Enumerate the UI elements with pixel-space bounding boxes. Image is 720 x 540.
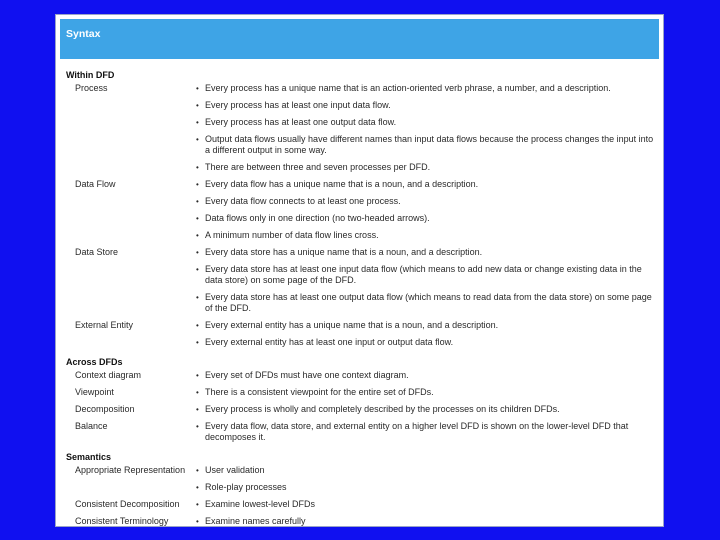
rule-item [196, 247, 656, 258]
rule-text: Every process has a unique name that is an action-oriented verb phrase, a number, and a description. [205, 83, 611, 93]
rule-text: Every data store has a unique name that is a noun, and a description. [205, 247, 483, 257]
rule-text: Examine lowest-level DFDs [205, 499, 316, 509]
section-heading: Within DFD [66, 70, 115, 80]
bullet-icon: • [196, 265, 199, 274]
bullet-icon: • [196, 371, 199, 380]
bullet-icon: • [196, 214, 199, 223]
bullet-icon: • [196, 422, 199, 431]
rule-item [196, 83, 656, 94]
bullet-icon: • [196, 405, 199, 414]
bullet-icon: • [196, 231, 199, 240]
bullet-icon: • [196, 517, 199, 526]
rule-list [196, 247, 656, 320]
rule-group [66, 404, 656, 421]
rule-item [196, 320, 656, 331]
section-heading: Across DFDs [66, 357, 123, 367]
rule-group [66, 370, 656, 387]
rule-item [196, 179, 656, 190]
rule-text: There are between three and seven processes per DFD. [205, 162, 431, 172]
rule-text: A minimum number of data flow lines cross. [205, 230, 379, 240]
rule-item [196, 337, 656, 348]
rule-term: External Entity [75, 320, 134, 330]
rule-text: Every process has at least one input data flow. [205, 100, 391, 110]
rule-group [66, 516, 656, 527]
rule-item [196, 370, 656, 381]
rule-item [196, 292, 656, 314]
rule-list [196, 370, 656, 387]
rule-text: Every data flow connects to at least one process. [205, 196, 401, 206]
rule-text: Every process has at least one output data flow. [205, 117, 397, 127]
rule-term: Consistent Decomposition [75, 499, 180, 509]
rule-text: Examine names carefully [205, 516, 306, 526]
rule-group [66, 421, 656, 449]
rule-item [196, 421, 656, 443]
rule-text: User validation [205, 465, 265, 475]
title-bar [60, 19, 659, 59]
bullet-icon: • [196, 321, 199, 330]
bullet-icon: • [196, 466, 199, 475]
rule-list [196, 320, 656, 354]
rule-item [196, 387, 656, 398]
bullet-icon: • [196, 500, 199, 509]
bullet-icon: • [196, 388, 199, 397]
bullet-icon: • [196, 248, 199, 257]
rule-item [196, 230, 656, 241]
rule-item [196, 162, 656, 173]
rule-text: Every external entity has at least one input or output data flow. [205, 337, 454, 347]
bullet-icon: • [196, 483, 199, 492]
rule-text: There is a consistent viewpoint for the entire set of DFDs. [205, 387, 434, 397]
rule-text: Every data flow has a unique name that is a noun, and a description. [205, 179, 479, 189]
rule-text: Data flows only in one direction (no two-headed arrows). [205, 213, 430, 223]
rule-term: Consistent Terminology [75, 516, 169, 526]
rule-term: Viewpoint [75, 387, 114, 397]
bullet-icon: • [196, 180, 199, 189]
bullet-icon: • [196, 197, 199, 206]
rule-term: Context diagram [75, 370, 142, 380]
rule-item [196, 482, 656, 493]
rule-list [196, 83, 656, 179]
bullet-icon: • [196, 118, 199, 127]
rule-text: Every data store has at least one output data flow (which means to read data from the data store) on some page of the DFD. [205, 292, 652, 313]
rule-item [196, 134, 656, 156]
rule-list [196, 387, 656, 404]
rule-text: Every data store has at least one input data flow (which means to add new data or change existing data in the data store) on some page of the DFD. [205, 264, 642, 285]
rule-group [66, 465, 656, 499]
rule-text: Every set of DFDs must have one context diagram. [205, 370, 409, 380]
bullet-icon: • [196, 338, 199, 347]
rules-table [66, 67, 656, 527]
rule-list [196, 421, 656, 449]
rule-text: Output data flows usually have different names than input data flows because the process changes the input into a different output in some way. [205, 134, 654, 155]
rule-term: Data Flow [75, 179, 116, 189]
rule-list [196, 516, 656, 527]
rule-item [196, 100, 656, 111]
rule-item [196, 499, 656, 510]
rule-term: Appropriate Representation [75, 465, 186, 475]
rule-list [196, 465, 656, 499]
rule-group [66, 179, 656, 247]
rule-item [196, 465, 656, 476]
rule-text: Every process is wholly and completely described by the processes on its children DFDs. [205, 404, 560, 414]
section-heading: Semantics [66, 452, 112, 462]
rule-list [196, 404, 656, 421]
rule-text: Every data flow, data store, and external entity on a higher level DFD is shown on the lower-level DFD that decomposes it. [205, 421, 629, 442]
rule-term: Decomposition [75, 404, 135, 414]
rule-item [196, 516, 656, 527]
rule-text: Role-play processes [205, 482, 287, 492]
rule-group [66, 83, 656, 179]
bullet-icon: • [196, 135, 199, 144]
rule-term: Balance [75, 421, 108, 431]
table-title: Syntax [66, 28, 101, 40]
rule-list [196, 499, 656, 516]
rule-item [196, 196, 656, 207]
rule-term: Process [75, 83, 108, 93]
bullet-icon: • [196, 101, 199, 110]
rule-item [196, 213, 656, 224]
rule-item [196, 404, 656, 415]
rule-group [66, 499, 656, 516]
rule-text: Every external entity has a unique name that is a noun, and a description. [205, 320, 499, 330]
bullet-icon: • [196, 293, 199, 302]
rule-item [196, 117, 656, 128]
rule-item [196, 264, 656, 286]
rule-list [196, 179, 656, 247]
rule-term: Data Store [75, 247, 119, 257]
rule-group [66, 387, 656, 404]
bullet-icon: • [196, 163, 199, 172]
rule-group [66, 320, 656, 354]
slide [55, 14, 664, 527]
rule-group [66, 247, 656, 320]
bullet-icon: • [196, 84, 199, 93]
